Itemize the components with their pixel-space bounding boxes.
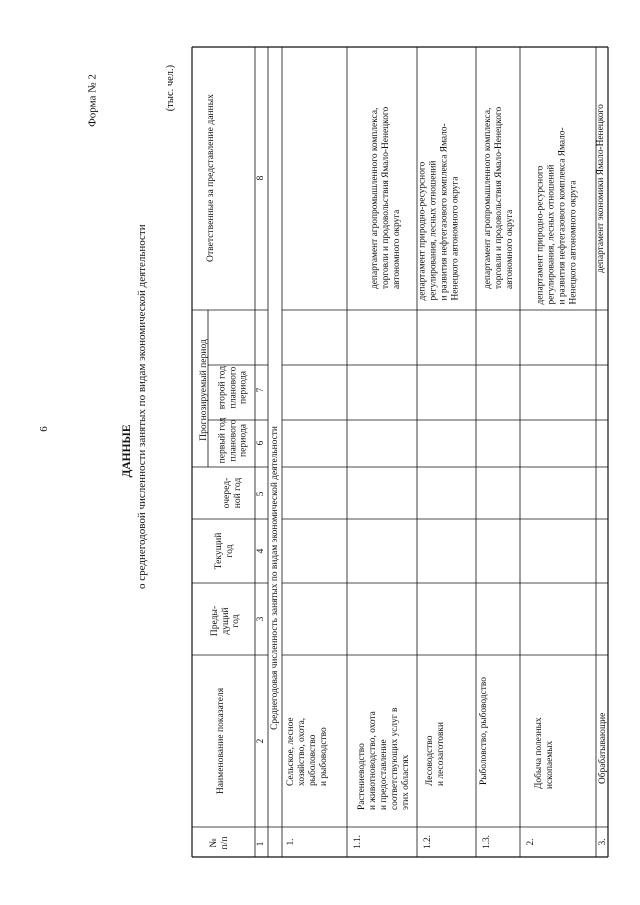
row-number: 3. <box>598 838 608 846</box>
col-number: 2 <box>256 738 266 744</box>
row-number: 2. <box>526 838 536 846</box>
row-name: Обрабатывающие <box>598 712 608 784</box>
row-number: 1. <box>286 838 296 846</box>
row-name: Добыча полезных ископаемых <box>534 717 555 789</box>
header-current-year: Текущий год <box>213 532 235 570</box>
header-next-year: очеред- ной год <box>221 477 243 509</box>
col-number: 1 <box>256 841 266 847</box>
form-label: Форма № 2 <box>86 74 99 127</box>
header-responsible: Ответственные за представление данных <box>205 94 216 262</box>
header-second-plan-year: второй год планового периода <box>216 365 249 410</box>
header-name: Наименование показателя <box>215 687 226 795</box>
col-number: 5 <box>256 491 266 497</box>
row-number: 1.1. <box>353 834 363 850</box>
col-number: 6 <box>256 440 266 446</box>
row-name: Рыболовство, рыбоводство <box>479 677 489 785</box>
col-number: 3 <box>256 616 266 622</box>
row-responsible: департамент природно-ресурсного регулирования, лесных отношений и развития нефтегазового комплекса Ямало- Ненецкого автономного округа <box>535 127 579 305</box>
page-number: 6 <box>38 426 50 432</box>
section-title: Среднегодовая численность занятых по видам экономической деятельности <box>270 426 280 730</box>
document-subtitle: о среднегодовой численности занятых по видам экономической деятельности <box>136 224 148 589</box>
header-forecast-period: Прогнозируемый период <box>198 339 209 441</box>
row-name: Сельское, лесное хозяйство, охота, рыболовство и рыбоводство <box>286 717 329 786</box>
row-number: 1.3. <box>482 834 492 850</box>
col-number: 8 <box>256 175 266 181</box>
header-first-plan-year: первый год планового периода <box>216 417 249 464</box>
row-responsible: департамент агропромышленного комплекса, торговли и продовольствия Ямало-Ненецкого автономного округа <box>483 106 515 289</box>
header-prev-year: Преды- дущий год <box>209 605 241 637</box>
col-number: 7 <box>256 387 266 393</box>
row-number: 1.2. <box>423 834 433 850</box>
row-responsible: департамент агропромышленного комплекса, торговли и продовольствия Ямало-Ненецкого автономного округа <box>370 106 402 289</box>
units-label: (тыс. чел.) <box>165 64 176 112</box>
row-responsible: департамент экономики Ямало-Ненецкого <box>596 104 606 273</box>
row-name: Растениеводство и животноводство, охота и предоставление соответствующих услуг в этих областях <box>357 707 411 810</box>
header-num: № п/п <box>208 836 230 850</box>
document-title: ДАННЫЕ <box>121 424 133 478</box>
row-name: Лесоводство и лесозаготовки <box>425 722 446 786</box>
col-number: 4 <box>256 548 266 554</box>
row-responsible: департамент природно-ресурсного регулирования, лесных отношений и развития нефтегазового комплекса Ямало- Ненецкого автономного округа <box>417 123 461 301</box>
